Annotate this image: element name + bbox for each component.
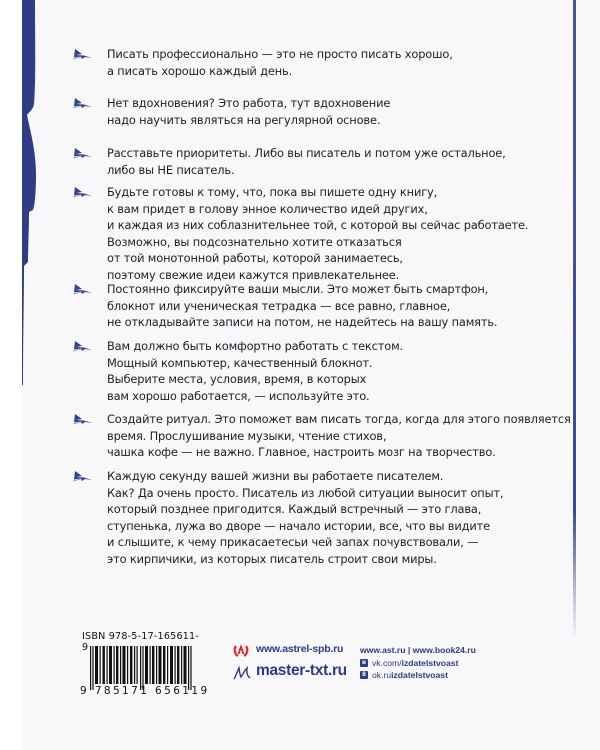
tip-line: а писать хорошо каждый день. bbox=[107, 63, 293, 78]
swallow-bird-icon bbox=[72, 282, 94, 296]
swallow-bird-icon bbox=[72, 469, 94, 483]
swallow-bird-icon bbox=[72, 339, 94, 353]
tip-line: Нет вдохновения? Это работа, тут вдохновение bbox=[107, 96, 391, 110]
tip-line: поэтому свежие идеи кажутся привлекательнее. bbox=[107, 267, 400, 282]
tip-line: чашка кофе — не важно. Главное, настроить мозг на творчество. bbox=[107, 445, 496, 459]
brush-stroke-decoration bbox=[0, 0, 60, 750]
tip-line: вам хорошо работается, — используйте это. bbox=[107, 388, 370, 403]
tip-line: Мощный компьютер, качественный блокнот. bbox=[107, 355, 373, 370]
tip-line: Писать профессионально — это не просто писать хорошо, bbox=[107, 47, 453, 61]
tip-line: это кирпичики, из которых писатель строит свои миры. bbox=[107, 551, 437, 566]
ok-handle: izdatelstvoast bbox=[391, 670, 448, 680]
tip-line: и слышите, к чему прикасаетесьи чей запах почувствовали, — bbox=[107, 535, 479, 549]
tip-line: Будьте готовы к тому, что, пока вы пишете одну книгу, bbox=[107, 185, 438, 199]
swallow-bird-icon bbox=[72, 47, 94, 61]
vk-handle: izdatelstvoast bbox=[401, 657, 459, 668]
tip-line: надо научить являться на регулярной основе. bbox=[107, 112, 381, 127]
tip-line: и каждая из них соблазнительнее той, с которой вы сейчас работаете. bbox=[107, 218, 529, 232]
isbn-barcode-block bbox=[80, 631, 210, 697]
swallow-bird-icon bbox=[72, 96, 94, 110]
astrel-logo-icon bbox=[233, 642, 249, 658]
tip-line: который позднее пригодится. Каждый встречный — это глава, bbox=[107, 502, 482, 516]
barcode-bars bbox=[90, 646, 200, 690]
tip-line: Возможно, вы подсознательно хотите отказаться bbox=[107, 234, 402, 249]
astrel-url-link[interactable]: www.astrel-spb.ru bbox=[256, 643, 344, 655]
publisher-links-left bbox=[233, 642, 363, 682]
tip-line: не откладывайте записи на потом, не надейтесь на вашу память. bbox=[107, 315, 498, 329]
vk-domain: vk.com/ bbox=[372, 657, 402, 668]
tip-line: либо вы НЕ писатель. bbox=[107, 162, 235, 177]
tip-line: к вам придет в голову энное количество идей других, bbox=[107, 201, 428, 216]
tip-line: время. Прослушивание музыки, чтение стихов, bbox=[107, 428, 387, 443]
tip-line: Расставьте приоритеты. Либо вы писатель и потом уже остальное, bbox=[107, 146, 506, 160]
tip-line: Создайте ритуал. Это поможет вам писать тогда, когда для этого появляется bbox=[107, 412, 571, 426]
tip-line: Вам должно быть комфортно работать с текстом. bbox=[107, 339, 403, 353]
swallow-bird-icon bbox=[72, 412, 94, 426]
isbn-label: ISBN 978-5-17-165611-9 bbox=[82, 631, 200, 653]
tip-line: Выберите места, условия, время, в которых bbox=[107, 372, 367, 386]
tip-line: от той монотонной работы, которой занимаетесь, bbox=[107, 251, 403, 265]
barcode-digits: 9 785171 656119 bbox=[80, 685, 210, 697]
swallow-bird-icon bbox=[72, 146, 94, 160]
swallow-bird-icon bbox=[72, 185, 94, 199]
tip-line: Каждую секунду вашей жизни вы работаете писателем. bbox=[107, 469, 444, 483]
publisher-links-right bbox=[360, 645, 560, 683]
vk-link[interactable] bbox=[360, 658, 560, 671]
tip-line: Как? Да очень просто. Писатель из любой ситуации выносит опыт, bbox=[107, 485, 504, 500]
tip-line: ступенька, лужа во дворе — начало истории, все, что вы видите bbox=[107, 518, 490, 533]
master-txt-url-link[interactable]: master-txt.ru bbox=[256, 662, 347, 679]
master-logo-icon bbox=[233, 666, 251, 680]
ok-domain: ok.ru bbox=[372, 670, 392, 680]
ast-book24-links[interactable]: www.ast.ru | www.book24.ru bbox=[360, 645, 476, 655]
tip-line: Постоянно фиксируйте ваши мысли. Это может быть смартфон, bbox=[107, 282, 489, 296]
odnoklassniki-icon: 8 bbox=[360, 671, 368, 679]
vk-icon: в bbox=[362, 658, 366, 666]
tip-line: блокнот или ученическая тетрадка — все равно, главное, bbox=[107, 298, 451, 313]
ok-link[interactable] bbox=[360, 670, 560, 683]
